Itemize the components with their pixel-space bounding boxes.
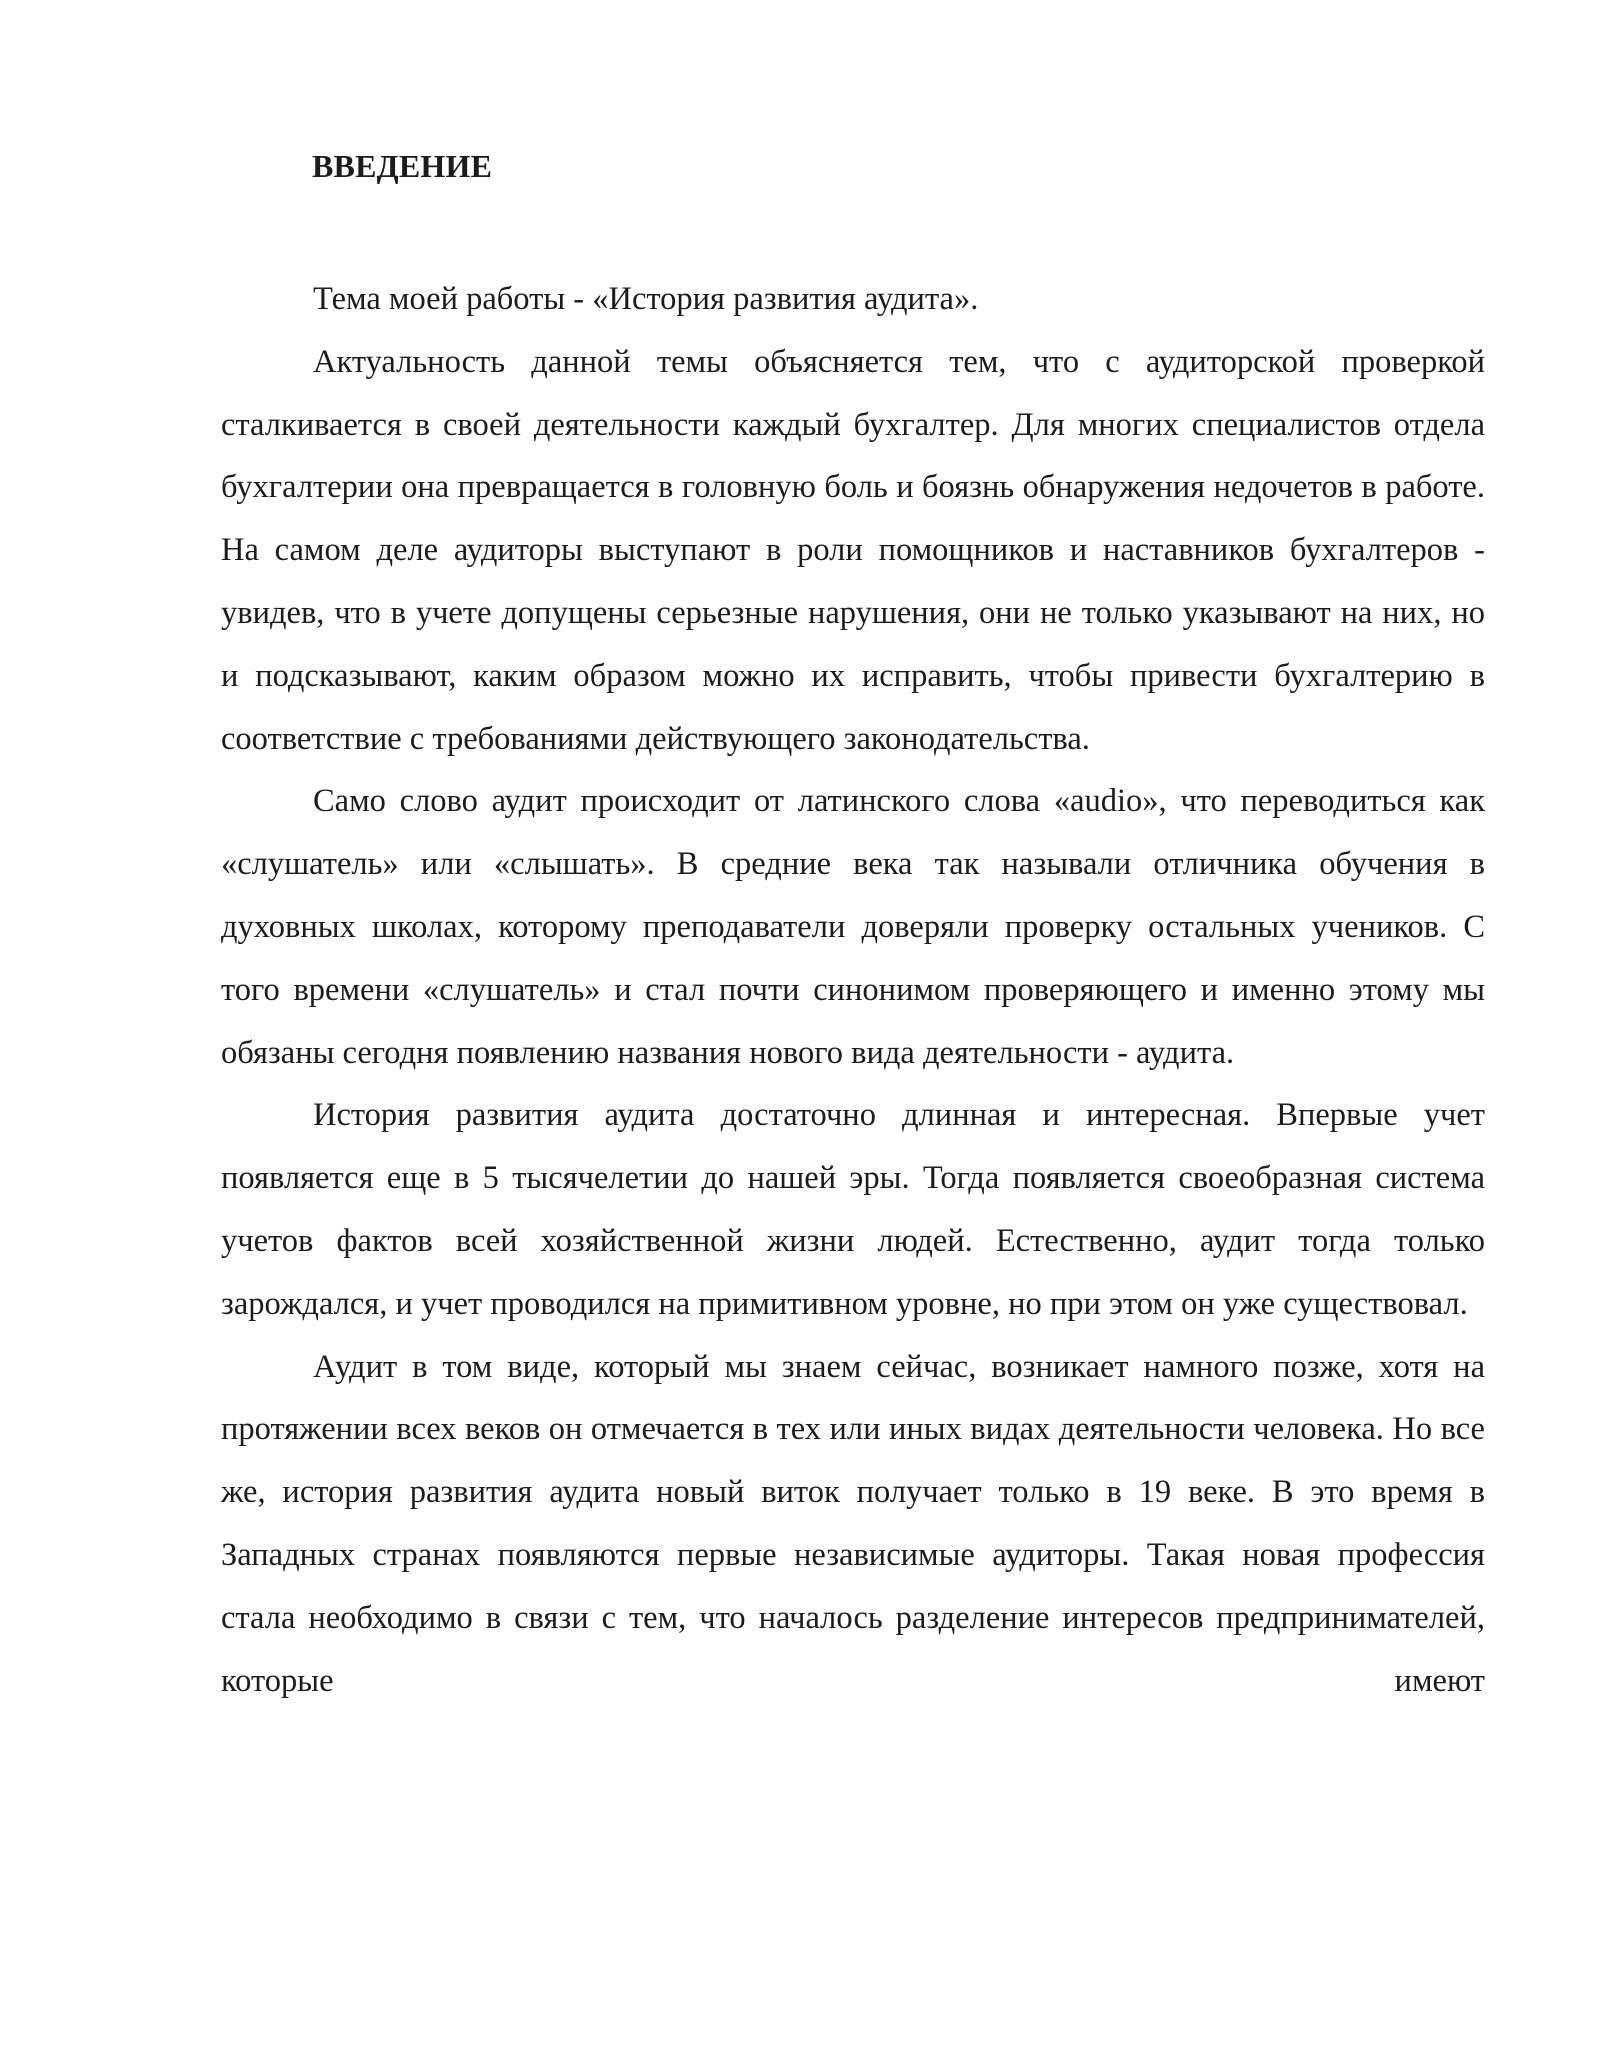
paragraph-etymology: Само слово аудит происходит от латинского слова «audio», что переводиться как «слушатель» или «слышать». В средние века так называли отличника обучения в духовных школах, которому преподаватели доверяли проверку остальных учеников. С того времени «слушатель» и стал почти синонимом проверяющего и именно этому мы обязаны сегодня появлению названия нового вида деятельности - аудита. xyxy=(221,783,1485,1071)
paragraph-topic: Тема моей работы - «История развития аудита». xyxy=(313,281,979,317)
body-text xyxy=(221,268,1485,1712)
section-heading: ВВЕДЕНИЕ xyxy=(312,148,493,184)
paragraph-relevance: Актуальность данной темы объясняется тем, что с аудиторской проверкой сталкивается в своей деятельности каждый бухгалтер. Для многих специалистов отдела бухгалтерии она превращается в головную боль и боязнь обнаружения недочетов в работе. На самом деле аудиторы выступают в роли помощников и наставников бухгалтеров - увидев, что в учете допущены серьезные нарушения, они не только указывают на них, но и подсказывают, каким образом можно их исправить, чтобы привести бухгалтерию в соответствие с требованиями действующего законодательства. xyxy=(221,343,1485,757)
paragraph-history: История развития аудита достаточно длинная и интересная. Впервые учет появляется еще в 5 тысячелетии до нашей эры. Тогда появляется своеобразная система учетов фактов всей хозяйственной жизни людей. Естественно, аудит тогда только зарождался, и учет проводился на примитивном уровне, но при этом он уже существовал. xyxy=(221,1097,1485,1322)
paragraph-modern-audit: Аудит в том виде, который мы знаем сейчас, возникает намного позже, хотя на протяжении всех веков он отмечается в тех или иных видах деятельности человека. Но все же, история развития аудита новый виток получает только в 19 веке. В это время в Западных странах появляются первые независимые аудиторы. Такая новая профессия стала необходимо в связи с тем, что началось разделение интересов предпринимателей, которые имеют xyxy=(221,1348,1485,1699)
